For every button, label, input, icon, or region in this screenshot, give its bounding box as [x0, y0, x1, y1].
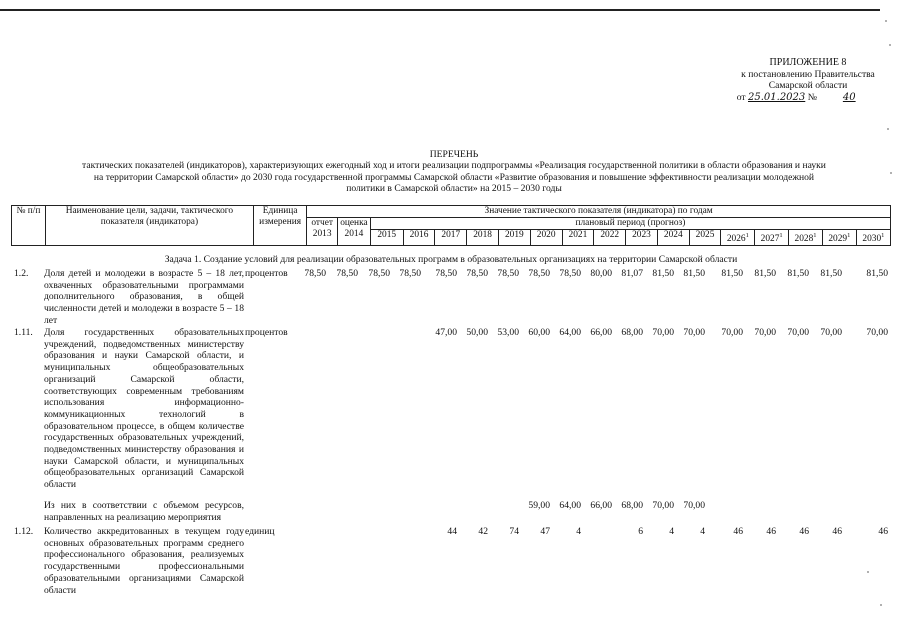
year-2025: [689, 230, 721, 246]
value-2014: 78,50: [336, 268, 358, 279]
value-2025: 70,00: [683, 500, 705, 511]
value-2024: 4: [669, 526, 674, 537]
row-number: 1.12.: [14, 526, 34, 537]
value-2024: 70,00: [652, 327, 674, 338]
header-report: [307, 218, 338, 246]
year-2024: [657, 230, 689, 246]
year-2019: [498, 230, 530, 246]
year-2014: 2014: [344, 229, 364, 239]
header-name: Наименование цели, задачи, тактического показателя (индикатора): [45, 206, 253, 246]
value-2013: 78,50: [304, 268, 326, 279]
year-label: 2016: [409, 230, 429, 240]
value-2021: 78,50: [559, 268, 581, 279]
year-label: 2020: [536, 230, 556, 240]
scan-speck: [889, 44, 891, 46]
value-2026: 70,00: [721, 327, 743, 338]
indicator-name: Доля детей и молодежи в возрасте 5 – 18 лет, охваченных образовательными программами дополнительного образования, в общей численности детей и молодежи в возрасте 5 – 18 лет: [44, 268, 244, 326]
unit-of-measure: процентов: [245, 268, 288, 279]
value-2028: 81,50: [787, 268, 809, 279]
year-2029: [822, 230, 856, 246]
year-2021: [562, 230, 594, 246]
header-num: № п/п: [12, 206, 46, 246]
value-2025: 81,50: [683, 268, 705, 279]
value-2018: 78,50: [466, 268, 488, 279]
year-2015: [370, 230, 403, 246]
year-footnote-mark: 1: [881, 232, 885, 239]
year-2023: [626, 230, 658, 246]
year-label: 2025: [695, 230, 715, 240]
handwritten-date: 25.01.2023: [748, 91, 806, 103]
value-2028: 46: [799, 526, 809, 537]
value-2015: 78,50: [368, 268, 390, 279]
value-2030: 46: [878, 526, 888, 537]
year-footnote-mark: 1: [813, 232, 817, 239]
year-label: 2028: [794, 234, 814, 245]
document-title: [40, 149, 868, 194]
year-label: 2021: [568, 230, 588, 240]
value-2029: 46: [832, 526, 842, 537]
year-2027: [755, 230, 789, 246]
value-2021: 64,00: [559, 327, 581, 338]
year-2017: [435, 230, 467, 246]
scan-speck: [885, 20, 887, 22]
year-label: 2019: [504, 230, 524, 240]
title-line3: на территории Самарской области» до 2030 года государственной программы Самарской области «Развитие образования и повышение эффективности реализации молодежной: [93, 171, 815, 183]
value-2018: 50,00: [466, 327, 488, 338]
year-2018: [467, 230, 499, 246]
indicator-name: Доля государственных образовательных учреждений, подведомственных министерству образования и науки Самарской области, и муниципальных общеобразовательных организаций Самарской области, соответствующих современным требованиям использования информационно-коммуникационных технологий в образовательном процессе, в общем количестве государственных образовательных учреждений, подведомственных министерству образования и науки Самарской области, и муниципальных общеобразовательных организаций Самарской области: [44, 327, 244, 491]
top-rule: [0, 9, 880, 11]
value-2016: 78,50: [399, 268, 421, 279]
value-2018: 42: [478, 526, 488, 537]
header-value: Значение тактического показателя (индикатора) по годам: [307, 206, 891, 218]
date-prefix: от: [736, 91, 746, 103]
value-2019: 74: [509, 526, 519, 537]
value-2020: 47: [540, 526, 550, 537]
appendix-block: [728, 57, 888, 103]
row-number: 1.11.: [14, 327, 33, 338]
row-number: 1.2.: [14, 268, 29, 279]
appendix-line3: Самарской области: [768, 80, 848, 91]
value-2017: 47,00: [435, 327, 457, 338]
scan-speck: [890, 172, 892, 174]
year-2022: [594, 230, 626, 246]
title-line1: ПЕРЕЧЕНЬ: [429, 149, 479, 160]
header-table: [11, 205, 891, 246]
value-2024: 81,50: [652, 268, 674, 279]
value-2027: 70,00: [754, 327, 776, 338]
appendix-date-line: [728, 92, 888, 104]
year-label: 2017: [441, 230, 461, 240]
value-2025: 70,00: [683, 327, 705, 338]
scan-speck: [867, 571, 869, 573]
scan-speck: [880, 604, 882, 606]
value-2017: 44: [447, 526, 457, 537]
scan-speck: [887, 128, 889, 130]
value-2023: 81,07: [621, 268, 643, 279]
value-2029: 70,00: [820, 327, 842, 338]
year-label: 2030: [862, 234, 882, 245]
value-2022: 80,00: [590, 268, 612, 279]
header-report-label: отчет: [311, 218, 333, 228]
value-2020: 60,00: [528, 327, 550, 338]
unit-of-measure: единиц: [245, 526, 275, 537]
value-2020: 59,00: [528, 500, 550, 511]
value-2025: 4: [700, 526, 705, 537]
year-footnote-mark: 1: [745, 232, 749, 239]
value-2023: 6: [638, 526, 643, 537]
value-2023: 68,00: [621, 327, 643, 338]
value-2021: 4: [576, 526, 581, 537]
year-2020: [530, 230, 562, 246]
year-2016: [403, 230, 435, 246]
year-label: 2022: [600, 230, 620, 240]
value-2021: 64,00: [559, 500, 581, 511]
value-2020: 78,50: [528, 268, 550, 279]
value-2017: 78,50: [435, 268, 457, 279]
year-2028: [789, 230, 823, 246]
value-2023: 68,00: [621, 500, 643, 511]
year-label: 2015: [377, 230, 397, 240]
header-estimate-label: оценка: [340, 218, 368, 228]
header-plan: плановый период (прогноз): [370, 218, 890, 230]
year-2013: 2013: [312, 229, 332, 239]
header-unit: Единица измерения: [253, 206, 306, 246]
year-label: 2023: [632, 230, 651, 240]
value-2019: 53,00: [497, 327, 519, 338]
year-label: 2027: [760, 234, 780, 245]
year-2030: [856, 230, 890, 246]
year-footnote-mark: 1: [779, 232, 783, 239]
value-2030: 70,00: [866, 327, 888, 338]
value-2019: 78,50: [497, 268, 519, 279]
header-estimate: [338, 218, 371, 246]
handwritten-number: 40: [842, 91, 856, 103]
unit-of-measure: процентов: [245, 327, 288, 338]
value-2026: 81,50: [721, 268, 743, 279]
value-2029: 81,50: [820, 268, 842, 279]
value-2027: 81,50: [754, 268, 776, 279]
title-line4: политики в Самарской области» на 2015 – 2030 годы: [346, 182, 562, 194]
title-line2: тактических показателей (индикаторов), характеризующих ежегодный ход и итоги реализации подпрограммы «Реализация государственной политики в области образования и науки: [82, 160, 826, 172]
year-label: 2024: [663, 230, 683, 240]
year-footnote-mark: 1: [847, 232, 851, 239]
appendix-title: ПРИЛОЖЕНИЕ 8: [769, 57, 847, 68]
value-2024: 70,00: [652, 500, 674, 511]
year-label: 2018: [473, 230, 492, 240]
value-2030: 81,50: [866, 268, 888, 279]
value-2022: 66,00: [590, 327, 612, 338]
task-heading: Задача 1. Создание условий для реализации образовательных программ в образовательных организациях на территории Самарской области: [164, 254, 738, 265]
value-2028: 70,00: [787, 327, 809, 338]
value-2022: 66,00: [590, 500, 612, 511]
year-label: 2029: [828, 234, 848, 245]
value-2027: 46: [766, 526, 776, 537]
number-prefix: №: [807, 91, 817, 103]
indicator-name: Из них в соответствии с объемом ресурсов, направленных на реализацию мероприятия: [44, 500, 244, 523]
year-2026: [721, 230, 755, 246]
appendix-line2: к постановлению Правительства: [741, 68, 875, 80]
year-label: 2026: [726, 234, 746, 245]
value-2026: 46: [733, 526, 743, 537]
indicator-name: Количество аккредитованных в текущем году основных образовательных программ среднего профессионального образования, реализуемых государственными профессиональными образовательными организациями Самарской области: [44, 526, 244, 596]
